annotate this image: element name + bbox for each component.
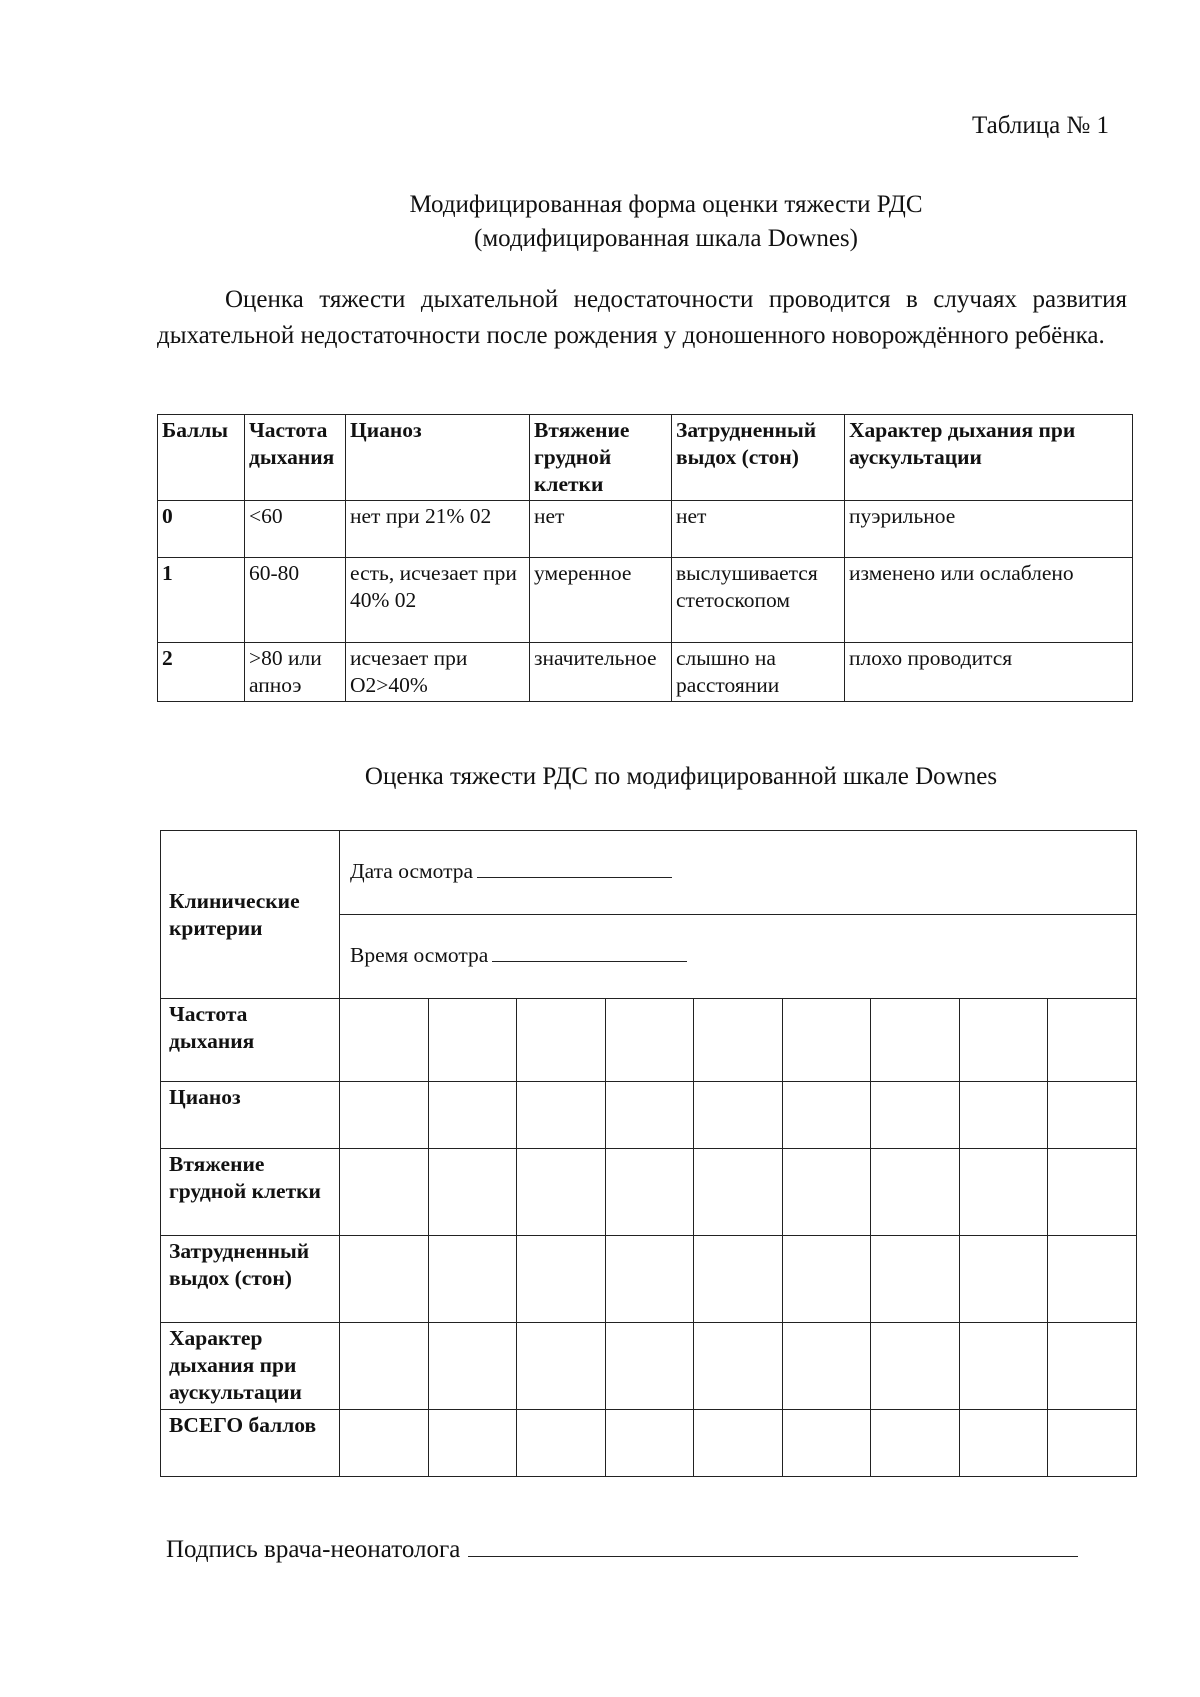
score-input-cell[interactable]: [782, 999, 871, 1082]
score-input-cell[interactable]: [605, 999, 694, 1082]
score-input-cell[interactable]: [1048, 1236, 1137, 1323]
score-input-cell[interactable]: [428, 999, 517, 1082]
score-input-cell[interactable]: [340, 1149, 429, 1236]
score-input-cell[interactable]: [694, 1149, 783, 1236]
score-input-cell[interactable]: [517, 1082, 606, 1149]
score-input-cell[interactable]: [428, 1323, 517, 1410]
score-cell: 2: [158, 643, 245, 702]
score-input-cell[interactable]: [605, 1410, 694, 1477]
header-score: Баллы: [158, 415, 245, 501]
header-resp-rate: Частота дыхания: [245, 415, 346, 501]
retraction-cell: умеренное: [530, 558, 672, 643]
score-input-cell[interactable]: [428, 1410, 517, 1477]
score-input-cell[interactable]: [605, 1236, 694, 1323]
table-number: Таблица № 1: [972, 112, 1110, 139]
score-input-cell[interactable]: [605, 1149, 694, 1236]
intro-paragraph: Оценка тяжести дыхательной недостаточности проводится в случаях развития дыхательной недостаточности после рождения у доношенного новорождённого ребёнка.: [157, 286, 1127, 349]
score-input-cell[interactable]: [517, 1236, 606, 1323]
score-input-cell[interactable]: [871, 1236, 960, 1323]
score-input-cell[interactable]: [871, 1082, 960, 1149]
score-input-cell[interactable]: [871, 1323, 960, 1410]
score-input-cell[interactable]: [605, 1323, 694, 1410]
total-row: [161, 1410, 1137, 1477]
score-input-cell[interactable]: [1048, 1082, 1137, 1149]
exam-datetime-cell: [340, 831, 1137, 999]
score-input-cell[interactable]: [782, 1323, 871, 1410]
score-input-cell[interactable]: [1048, 1410, 1137, 1477]
grunting-cell: нет: [672, 501, 845, 558]
score-input-cell[interactable]: [428, 1082, 517, 1149]
exam-date-field[interactable]: [350, 857, 672, 885]
criterion-label: Втяжение грудной клетки: [161, 1149, 340, 1236]
table-row: [158, 558, 1133, 643]
criterion-row: [161, 1082, 1137, 1149]
criterion-row: [161, 999, 1137, 1082]
score-input-cell[interactable]: [782, 1236, 871, 1323]
score-input-cell[interactable]: [871, 999, 960, 1082]
score-input-cell[interactable]: [782, 1410, 871, 1477]
scale-header-row: [158, 415, 1133, 501]
score-input-cell[interactable]: [959, 1410, 1048, 1477]
score-input-cell[interactable]: [959, 1236, 1048, 1323]
score-input-cell[interactable]: [782, 1082, 871, 1149]
score-input-cell[interactable]: [605, 1082, 694, 1149]
cyanosis-cell: исчезает при О2>40%: [346, 643, 530, 702]
resp-rate-cell: 60-80: [245, 558, 346, 643]
table-row: [158, 643, 1133, 702]
score-input-cell[interactable]: [517, 1323, 606, 1410]
criterion-label: Цианоз: [161, 1082, 340, 1149]
retraction-cell: значительное: [530, 643, 672, 702]
cyanosis-cell: есть, исчезает при 40% 02: [346, 558, 530, 643]
exam-time-blank[interactable]: [492, 941, 687, 962]
eval-header-row: [161, 831, 1137, 999]
exam-time-label: Время осмотра: [350, 943, 489, 967]
exam-date-blank[interactable]: [477, 857, 672, 878]
header-grunting: Затрудненный выдох (стон): [672, 415, 845, 501]
resp-rate-cell: <60: [245, 501, 346, 558]
score-cell: 1: [158, 558, 245, 643]
table-row: [158, 501, 1133, 558]
auscultation-cell: плохо проводится: [845, 643, 1133, 702]
score-input-cell[interactable]: [1048, 1323, 1137, 1410]
score-input-cell[interactable]: [782, 1149, 871, 1236]
score-input-cell[interactable]: [340, 1082, 429, 1149]
exam-time-field[interactable]: [350, 941, 687, 969]
score-input-cell[interactable]: [959, 1082, 1048, 1149]
score-input-cell[interactable]: [517, 1149, 606, 1236]
score-input-cell[interactable]: [694, 999, 783, 1082]
document-title: [0, 188, 1200, 256]
score-input-cell[interactable]: [340, 1323, 429, 1410]
score-input-cell[interactable]: [694, 1082, 783, 1149]
title-line-1: Модифицированная форма оценки тяжести РДС: [409, 191, 923, 218]
grunting-cell: выслушивается стетоскопом: [672, 558, 845, 643]
header-retraction: Втяжение грудной клетки: [530, 415, 672, 501]
eval-table-title: Оценка тяжести РДС по модифицированной шкале Downes: [364, 763, 998, 790]
title-line-2: (модифицированная шкала Downes): [474, 225, 858, 252]
exam-date-label: Дата осмотра: [350, 859, 474, 883]
grunting-cell: слышно на расстоянии: [672, 643, 845, 702]
score-input-cell[interactable]: [694, 1323, 783, 1410]
score-input-cell[interactable]: [1048, 1149, 1137, 1236]
exam-date-line: [340, 831, 1136, 914]
score-cell: 0: [158, 501, 245, 558]
score-input-cell[interactable]: [517, 1410, 606, 1477]
score-input-cell[interactable]: [694, 1410, 783, 1477]
signature-field[interactable]: [166, 1532, 1078, 1564]
score-input-cell[interactable]: [340, 999, 429, 1082]
score-input-cell[interactable]: [428, 1236, 517, 1323]
signature-label: Подпись врача-неонатолога: [166, 1536, 461, 1563]
header-cyanosis: Цианоз: [346, 415, 530, 501]
score-input-cell[interactable]: [871, 1149, 960, 1236]
score-input-cell[interactable]: [959, 999, 1048, 1082]
score-input-cell[interactable]: [517, 999, 606, 1082]
score-input-cell[interactable]: [428, 1149, 517, 1236]
score-input-cell[interactable]: [340, 1236, 429, 1323]
score-input-cell[interactable]: [694, 1236, 783, 1323]
header-auscultation: Характер дыхания при аускультации: [845, 415, 1133, 501]
score-input-cell[interactable]: [959, 1323, 1048, 1410]
criterion-row: [161, 1236, 1137, 1323]
evaluation-form-table: [160, 830, 1137, 1477]
auscultation-cell: пуэрильное: [845, 501, 1133, 558]
score-input-cell[interactable]: [1048, 999, 1137, 1082]
auscultation-cell: изменено или ослаблено: [845, 558, 1133, 643]
retraction-cell: нет: [530, 501, 672, 558]
corner-label: Клинические критерии: [161, 831, 340, 999]
exam-time-line: [340, 914, 1136, 998]
criterion-label: Затрудненный выдох (стон): [161, 1236, 340, 1323]
total-label: ВСЕГО баллов: [161, 1410, 340, 1477]
criterion-label: Характер дыхания при аускультации: [161, 1323, 340, 1410]
downes-scale-table: [157, 414, 1133, 702]
signature-blank[interactable]: [468, 1532, 1078, 1557]
criterion-label: Частота дыхания: [161, 999, 340, 1082]
resp-rate-cell: >80 или апноэ: [245, 643, 346, 702]
cyanosis-cell: нет при 21% 02: [346, 501, 530, 558]
score-input-cell[interactable]: [340, 1410, 429, 1477]
score-input-cell[interactable]: [959, 1149, 1048, 1236]
criterion-row: [161, 1149, 1137, 1236]
criterion-row: [161, 1323, 1137, 1410]
score-input-cell[interactable]: [871, 1410, 960, 1477]
